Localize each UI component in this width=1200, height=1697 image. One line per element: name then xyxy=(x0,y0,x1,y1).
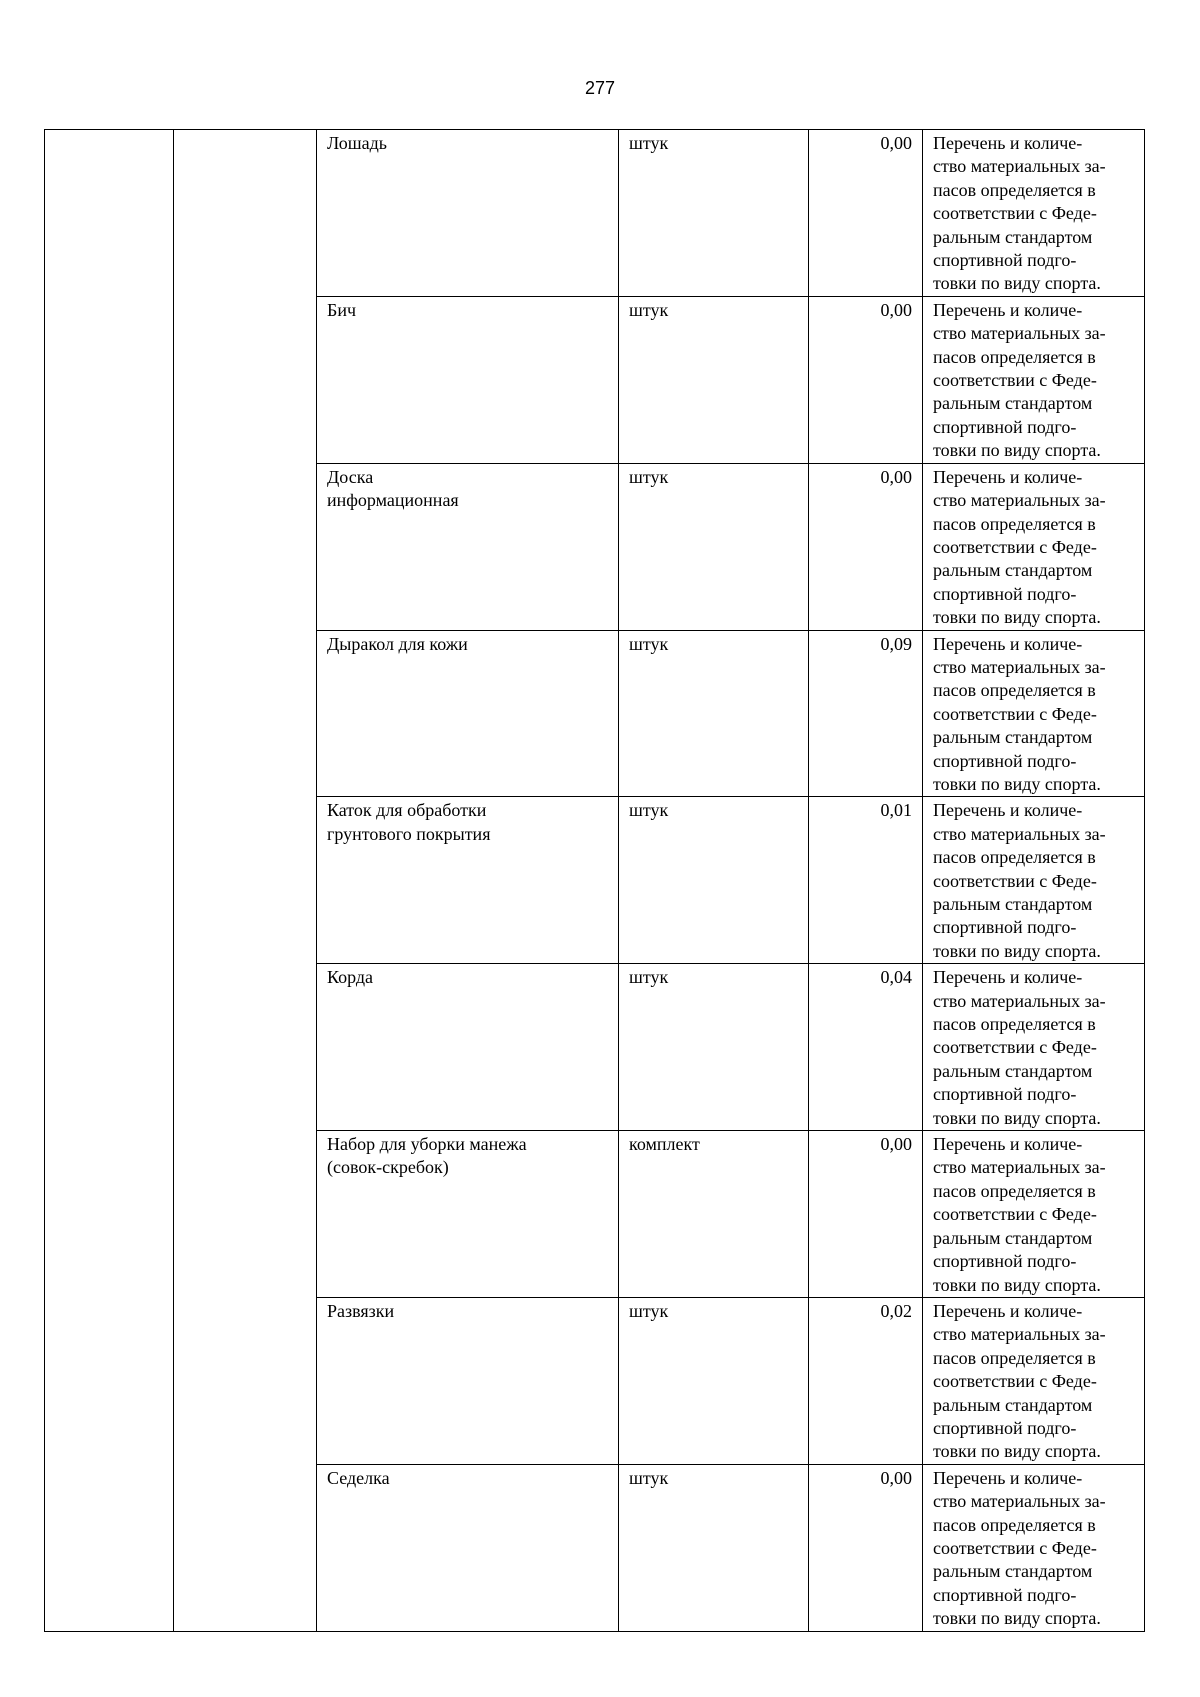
qty-cell xyxy=(809,630,923,797)
item-unit: штук xyxy=(629,133,669,153)
note-cell xyxy=(923,630,1145,797)
materials-table xyxy=(44,129,1145,1632)
unit-cell xyxy=(619,463,809,630)
item-name: Корда xyxy=(327,967,374,988)
item-unit: штук xyxy=(629,1300,669,1321)
qty-cell xyxy=(809,797,923,964)
page-number: 277 xyxy=(584,78,616,98)
unit-cell xyxy=(619,630,809,797)
item-name-cell xyxy=(317,630,619,797)
item-name-cell xyxy=(317,130,619,297)
unit-cell xyxy=(619,296,809,463)
unit-cell xyxy=(619,1464,809,1631)
item-note: Перечень и количе- ство материальных за- пасов определяется в соответствии с Феде- ральным стандартом спортивной подго- товки по виду спорта. xyxy=(933,1467,1106,1629)
item-name-cell xyxy=(317,1297,619,1464)
unit-cell xyxy=(619,1131,809,1298)
item-note: Перечень и количе- ство материальных за- пасов определяется в соответствии с Феде- ральным стандартом спортивной подго- товки по виду спорта. xyxy=(933,466,1106,628)
item-qty: 0,00 xyxy=(880,299,912,320)
blank-cell-second xyxy=(174,130,317,1632)
qty-cell xyxy=(809,1131,923,1298)
item-note: Перечень и количе- ство материальных за- пасов определяется в соответствии с Феде- ральным стандартом спортивной подго- товки по виду спорта. xyxy=(933,1134,1106,1295)
item-qty: 0,00 xyxy=(880,133,912,153)
item-name-cell xyxy=(317,797,619,964)
item-qty: 0,00 xyxy=(880,466,912,487)
item-unit: комплект xyxy=(629,1134,700,1155)
note-cell xyxy=(923,296,1145,463)
item-note: Перечень и количе- ство материальных за- пасов определяется в соответствии с Феде- ральным стандартом спортивной подго- товки по виду спорта. xyxy=(933,1300,1106,1462)
item-unit: штук xyxy=(629,466,669,487)
item-unit: штук xyxy=(629,967,669,988)
item-unit: штук xyxy=(629,299,669,320)
unit-cell xyxy=(619,130,809,297)
qty-cell xyxy=(809,296,923,463)
item-name: Бич xyxy=(327,299,357,320)
item-qty: 0,00 xyxy=(880,1467,912,1488)
item-qty: 0,01 xyxy=(880,800,912,821)
item-qty: 0,09 xyxy=(880,633,912,654)
item-name: Развязки xyxy=(327,1300,395,1321)
note-cell xyxy=(923,463,1145,630)
item-unit: штук xyxy=(629,1467,669,1488)
unit-cell xyxy=(619,964,809,1131)
note-cell xyxy=(923,1297,1145,1464)
note-cell xyxy=(923,130,1145,297)
item-name: Набор для уборки манежа (совок-скребок) xyxy=(327,1134,527,1178)
item-note: Перечень и количе- ство материальных за- пасов определяется в соответствии с Феде- ральным стандартом спортивной подго- товки по виду спорта. xyxy=(933,633,1106,794)
qty-cell xyxy=(809,463,923,630)
item-name-cell xyxy=(317,463,619,630)
item-qty: 0,00 xyxy=(880,1134,912,1155)
item-qty: 0,04 xyxy=(880,967,912,988)
item-qty: 0,02 xyxy=(880,1300,912,1321)
item-name: Дыракол для кожи xyxy=(327,633,468,654)
item-name-cell xyxy=(317,1464,619,1631)
unit-cell xyxy=(619,1297,809,1464)
item-name-cell xyxy=(317,964,619,1131)
item-unit: штук xyxy=(629,800,669,821)
qty-cell xyxy=(809,130,923,297)
item-note: Перечень и количе- ство материальных за- пасов определяется в соответствии с Феде- ральным стандартом спортивной подго- товки по виду спорта. xyxy=(933,967,1106,1128)
qty-cell xyxy=(809,1464,923,1631)
qty-cell xyxy=(809,1297,923,1464)
item-unit: штук xyxy=(629,633,669,654)
note-cell xyxy=(923,1464,1145,1631)
item-name: Каток для обработки грунтового покрытия xyxy=(327,800,491,844)
item-name: Лошадь xyxy=(327,133,387,153)
qty-cell xyxy=(809,964,923,1131)
note-cell xyxy=(923,1131,1145,1298)
note-cell xyxy=(923,797,1145,964)
item-note: Перечень и количе- ство материальных за- пасов определяется в соответствии с Феде- ральным стандартом спортивной подго- товки по виду спорта. xyxy=(933,299,1106,461)
item-name-cell xyxy=(317,296,619,463)
item-note: Перечень и количе- ство материальных за- пасов определяется в соответствии с Феде- ральным стандартом спортивной подго- товки по виду спорта. xyxy=(933,800,1106,961)
table-row xyxy=(45,130,1145,297)
item-name-cell xyxy=(317,1131,619,1298)
unit-cell xyxy=(619,797,809,964)
note-cell xyxy=(923,964,1145,1131)
blank-cell-first xyxy=(45,130,174,1632)
item-name: Доска информационная xyxy=(327,466,459,511)
item-note: Перечень и количе- ство материальных за- пасов определяется в соответствии с Феде- ральным стандартом спортивной подго- товки по виду спорта. xyxy=(933,133,1106,294)
item-name: Седелка xyxy=(327,1467,390,1488)
